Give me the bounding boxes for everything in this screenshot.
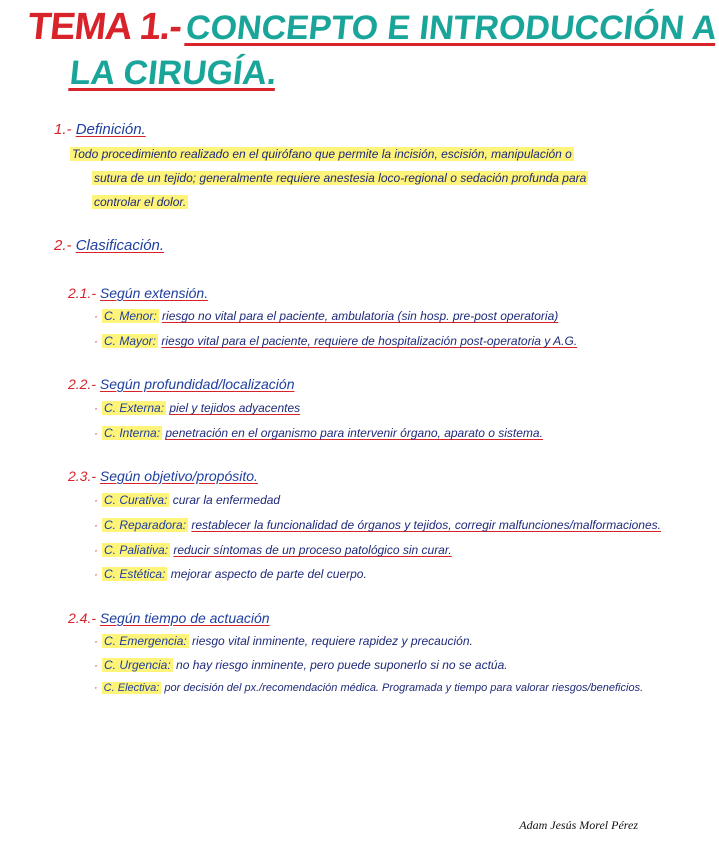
- item-text: piel y tejidos adyacentes: [169, 401, 301, 415]
- list-item: · C. Menor: riesgo no vital para el paciente, ambulatoria (sin hosp. pre-post operatoria): [94, 309, 559, 323]
- sub-2-4-heading: [68, 610, 270, 626]
- sub-2-1-heading: [68, 285, 208, 301]
- item-label: C. Curativa:: [104, 493, 168, 507]
- item-label: C. Urgencia:: [104, 658, 171, 672]
- item-text: reducir síntomas de un proceso patológico sin curar.: [173, 543, 452, 557]
- sub-number: 2.1.-: [68, 285, 97, 301]
- item-label: C. Emergencia:: [104, 634, 187, 648]
- item-text: riesgo no vital para el paciente, ambulatoria (sin hosp. pre-post operatoria): [162, 309, 559, 323]
- item-text: penetración en el organismo para intervenir órgano, aparato o sistema.: [165, 426, 543, 440]
- list-item: · C. Curativa: curar la enfermedad: [94, 493, 281, 507]
- section-clasificacion-heading: [54, 237, 164, 254]
- section-number: 1.-: [54, 121, 72, 138]
- title-line2: LA CIRUGÍA.: [68, 54, 279, 92]
- item-text: riesgo vital para el paciente, requiere de hospitalización post-operatoria y A.G.: [161, 334, 578, 348]
- list-item: · C. Externa: piel y tejidos adyacentes: [94, 401, 301, 415]
- section-title: Clasificación.: [75, 237, 165, 254]
- item-text: mejorar aspecto de parte del cuerpo.: [170, 567, 367, 581]
- item-label: C. Estética:: [104, 567, 166, 581]
- item-label: C. Externa:: [104, 401, 165, 415]
- list-item: · C. Mayor: riesgo vital para el paciente, requiere de hospitalización post-operatoria y A.G.: [94, 334, 578, 348]
- definicion-line2: [92, 171, 588, 185]
- list-item: · C. Urgencia: no hay riesgo inminente, pero puede suponerlo si no se actúa.: [94, 658, 508, 672]
- item-text: riesgo vital inminente, requiere rapidez y precaución.: [192, 634, 473, 648]
- section-number: 2.-: [54, 237, 72, 254]
- section-title: Definición.: [75, 121, 146, 138]
- title-line2-wrap: [70, 54, 277, 93]
- item-label: C. Reparadora:: [104, 518, 187, 532]
- author-signature: Adam Jesús Morel Pérez: [519, 818, 638, 832]
- item-text: curar la enfermedad: [172, 493, 281, 507]
- definicion-text-line1: Todo procedimiento realizado en el quirófano que permite la incisión, escisión, manipulación o: [72, 147, 572, 161]
- definicion-line1: [70, 147, 574, 161]
- sub-title: Según objetivo/propósito.: [99, 468, 258, 484]
- page-title: [25, 6, 719, 49]
- item-label: C. Interna:: [104, 426, 161, 440]
- item-label: C. Mayor:: [104, 334, 157, 348]
- list-item: · C. Paliativa: reducir síntomas de un proceso patológico sin curar.: [94, 543, 452, 557]
- item-text: no hay riesgo inminente, pero puede suponerlo si no se actúa.: [176, 658, 508, 672]
- definicion-text-line2: sutura de un tejido; generalmente requiere anestesia loco-regional o sedación profunda para: [94, 171, 587, 185]
- sub-number: 2.4.-: [68, 610, 97, 626]
- list-item: · C. Estética: mejorar aspecto de parte del cuerpo.: [94, 567, 367, 581]
- sub-title: Según profundidad/localización: [99, 376, 295, 392]
- list-item: · C. Electiva: por decisión del px./recomendación médica. Programada y tiempo para valorar riesgos/beneficios.: [94, 682, 644, 694]
- title-line1: CONCEPTO E INTRODUCCIÓN A: [184, 9, 719, 47]
- sub-2-2-heading: [68, 376, 295, 392]
- sub-number: 2.3.-: [68, 468, 97, 484]
- list-item: · C. Emergencia: riesgo vital inminente, requiere rapidez y precaución.: [94, 634, 473, 648]
- sub-number: 2.2.-: [68, 376, 97, 392]
- item-text: por decisión del px./recomendación médica. Programada y tiempo para valorar riesgos/beneficios.: [164, 682, 644, 694]
- sub-title: Según tiempo de actuación: [99, 610, 270, 626]
- sub-2-3-heading: [68, 468, 258, 484]
- item-label: C. Paliativa:: [104, 543, 169, 557]
- definicion-line3: [92, 195, 188, 209]
- item-label: C. Electiva:: [103, 682, 160, 694]
- sub-title: Según extensión.: [99, 285, 209, 301]
- list-item: · C. Interna: penetración en el organismo para intervenir órgano, aparato o sistema.: [94, 426, 543, 440]
- definicion-text-line3: controlar el dolor.: [94, 195, 187, 209]
- list-item: · C. Reparadora: restablecer la funcionalidad de órganos y tejidos, corregir malfunciones/malformaciones.: [94, 518, 661, 532]
- title-prefix: TEMA 1.-: [25, 6, 184, 48]
- item-text: restablecer la funcionalidad de órganos y tejidos, corregir malfunciones/malformaciones.: [191, 518, 661, 532]
- item-label: C. Menor:: [104, 309, 157, 323]
- section-definicion-heading: [54, 121, 146, 138]
